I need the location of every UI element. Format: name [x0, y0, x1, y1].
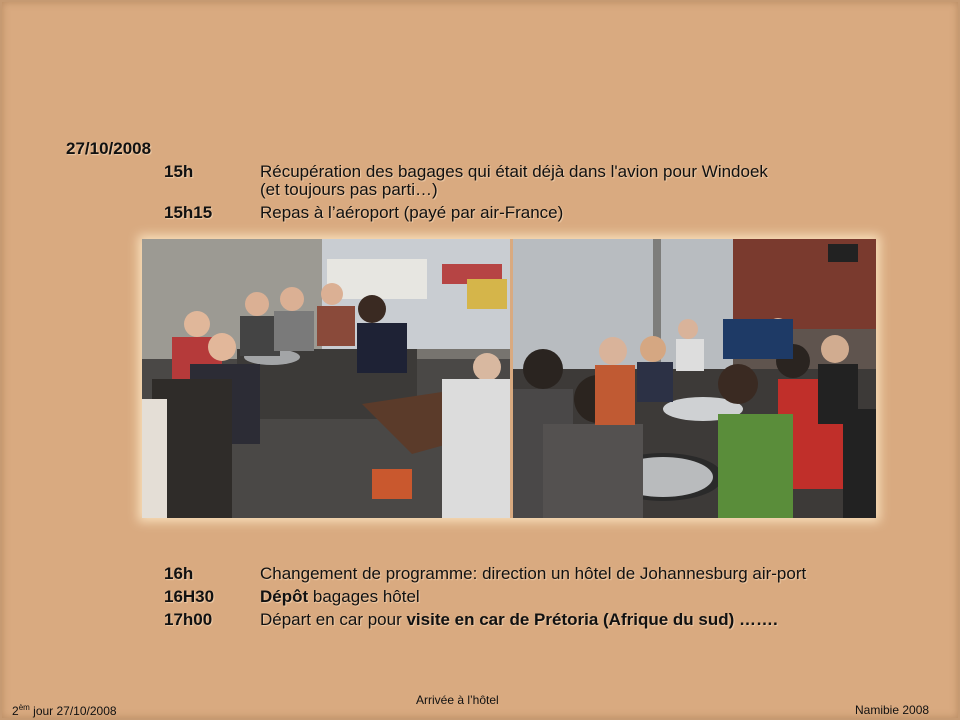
schedule-desc: Changement de programme: direction un hôtel de Johannesburg air-port [260, 564, 807, 583]
schedule-desc [260, 611, 778, 629]
schedule-desc-line1: Récupération des bagages qui était déjà dans l'avion pour Windoek [260, 162, 768, 181]
schedule-desc: Repas à l’aéroport (payé par air-France) [260, 203, 564, 222]
photo-collage [142, 239, 876, 518]
schedule-desc-rest: Départ en car pour [260, 610, 407, 629]
footer-caption: Arrivée à l’hôtel [416, 693, 499, 707]
photo-airport-table-right [513, 239, 876, 518]
footer-day-number: 2 [12, 704, 19, 718]
schedule-time: 15h [164, 162, 194, 181]
schedule-time: 15h15 [164, 203, 213, 222]
schedule-desc-bold: Dépôt [260, 587, 309, 606]
footer-trip: Namibie 2008 [855, 703, 930, 717]
date-heading: 27/10/2008 [66, 139, 152, 158]
footer-day [12, 703, 117, 718]
schedule-desc-line2: (et toujours pas parti…) [260, 180, 438, 199]
schedule-desc-bold: visite en car de Prétoria (Afrique du sud) ……. [406, 610, 778, 629]
schedule-time: 16h [164, 564, 194, 583]
footer-day-sup: èm [18, 703, 30, 712]
schedule-time: 16H30 [164, 587, 215, 606]
schedule-time: 17h00 [164, 610, 213, 629]
footer-day-text: jour 27/10/2008 [29, 704, 117, 718]
photo-airport-table-left [142, 239, 510, 518]
schedule-desc [260, 588, 420, 606]
schedule-desc-rest: bagages hôtel [308, 587, 420, 606]
